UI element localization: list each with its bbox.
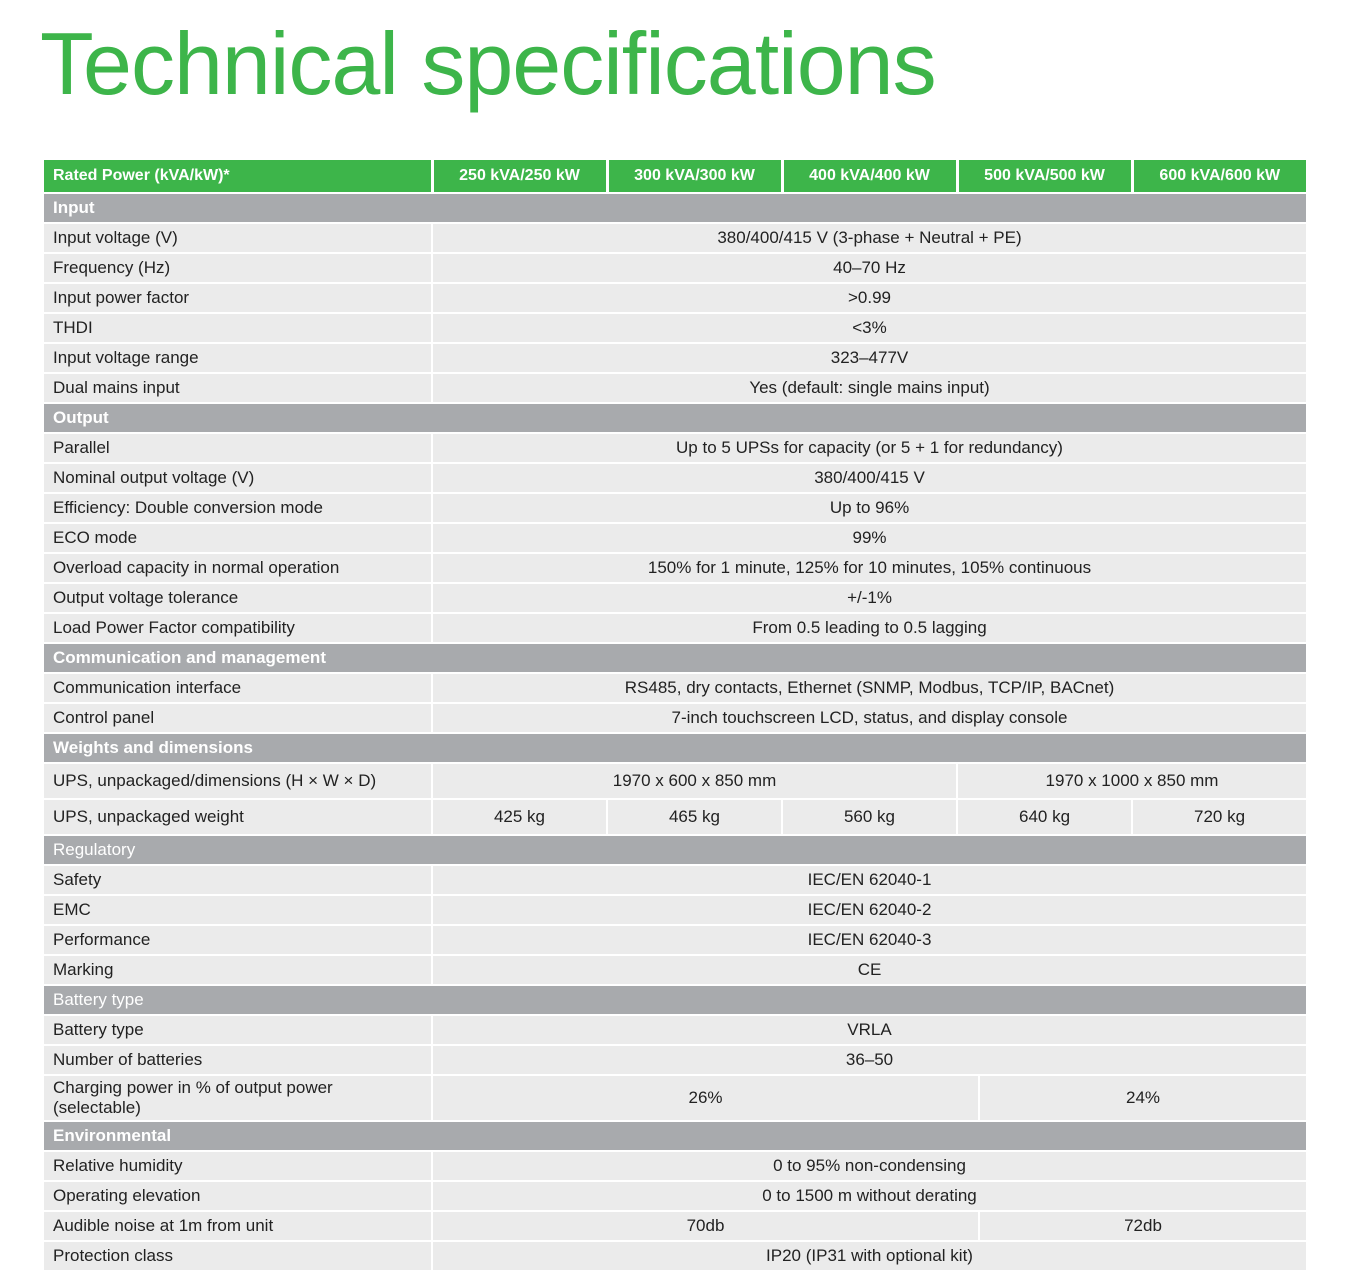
row-label: Input voltage (V) xyxy=(44,223,432,253)
weight-value-500: 640 kg xyxy=(957,799,1132,835)
row-value: 99% xyxy=(432,523,1306,553)
row-value: +/-1% xyxy=(432,583,1306,613)
row-value: 380/400/415 V (3-phase + Neutral + PE) xyxy=(432,223,1306,253)
row-value: From 0.5 leading to 0.5 lagging xyxy=(432,613,1306,643)
weight-value-400: 560 kg xyxy=(782,799,957,835)
section-title-output: Output xyxy=(44,403,1306,433)
table-row xyxy=(44,553,1306,583)
section-title-regulatory: Regulatory xyxy=(44,835,1306,865)
section-title-environmental: Environmental xyxy=(44,1121,1306,1151)
table-row xyxy=(44,313,1306,343)
row-label: UPS, unpackaged/dimensions (H × W × D) xyxy=(44,763,432,799)
row-label: Load Power Factor compatibility xyxy=(44,613,432,643)
table-row xyxy=(44,613,1306,643)
row-label: Battery type xyxy=(44,1015,432,1045)
weight-value-250: 425 kg xyxy=(432,799,607,835)
row-label: Input power factor xyxy=(44,283,432,313)
table-row xyxy=(44,583,1306,613)
table-row xyxy=(44,895,1306,925)
row-label: Audible noise at 1m from unit xyxy=(44,1211,432,1241)
table-row xyxy=(44,253,1306,283)
table-row xyxy=(44,703,1306,733)
row-value: >0.99 xyxy=(432,283,1306,313)
row-value: 380/400/415 V xyxy=(432,463,1306,493)
row-label: Control panel xyxy=(44,703,432,733)
section-row-weights xyxy=(44,733,1306,763)
table-row xyxy=(44,1045,1306,1075)
table-row xyxy=(44,763,1306,799)
row-label: Communication interface xyxy=(44,673,432,703)
row-label: Dual mains input xyxy=(44,373,432,403)
section-row-regulatory xyxy=(44,835,1306,865)
row-label: Safety xyxy=(44,865,432,895)
row-label: Input voltage range xyxy=(44,343,432,373)
row-label: Frequency (Hz) xyxy=(44,253,432,283)
noise-value-b: 72db xyxy=(979,1211,1306,1241)
row-value: 323–477V xyxy=(432,343,1306,373)
row-value: RS485, dry contacts, Ethernet (SNMP, Modbus, TCP/IP, BACnet) xyxy=(432,673,1306,703)
model-300-header: 300 kVA/300 kW xyxy=(607,160,782,193)
table-row xyxy=(44,463,1306,493)
table-row xyxy=(44,223,1306,253)
table-row xyxy=(44,373,1306,403)
row-value: CE xyxy=(432,955,1306,985)
row-label: Efficiency: Double conversion mode xyxy=(44,493,432,523)
row-label: Output voltage tolerance xyxy=(44,583,432,613)
charging-value-a: 26% xyxy=(432,1075,979,1121)
model-250-header: 250 kVA/250 kW xyxy=(432,160,607,193)
row-label: Charging power in % of output power (selectable) xyxy=(44,1075,432,1121)
row-value: 7-inch touchscreen LCD, status, and display console xyxy=(432,703,1306,733)
table-row xyxy=(44,343,1306,373)
row-value: IEC/EN 62040-2 xyxy=(432,895,1306,925)
row-label: Nominal output voltage (V) xyxy=(44,463,432,493)
rated-power-header: Rated Power (kVA/kW)* xyxy=(44,160,432,193)
row-value: 36–50 xyxy=(432,1045,1306,1075)
row-label: EMC xyxy=(44,895,432,925)
table-row xyxy=(44,283,1306,313)
row-value: Up to 5 UPSs for capacity (or 5 + 1 for redundancy) xyxy=(432,433,1306,463)
row-label: THDI xyxy=(44,313,432,343)
row-label: Parallel xyxy=(44,433,432,463)
row-label: Marking xyxy=(44,955,432,985)
table-row xyxy=(44,433,1306,463)
row-label: Protection class xyxy=(44,1241,432,1270)
row-label: UPS, unpackaged weight xyxy=(44,799,432,835)
weight-value-300: 465 kg xyxy=(607,799,782,835)
row-value: <3% xyxy=(432,313,1306,343)
section-row-input xyxy=(44,193,1306,223)
row-label: Relative humidity xyxy=(44,1151,432,1181)
table-row xyxy=(44,523,1306,553)
row-value: 40–70 Hz xyxy=(432,253,1306,283)
section-row-output xyxy=(44,403,1306,433)
table-row xyxy=(44,925,1306,955)
section-title-battery: Battery type xyxy=(44,985,1306,1015)
row-value: 150% for 1 minute, 125% for 10 minutes, 105% continuous xyxy=(432,553,1306,583)
noise-value-a: 70db xyxy=(432,1211,979,1241)
row-value: IEC/EN 62040-1 xyxy=(432,865,1306,895)
table-row xyxy=(44,1181,1306,1211)
row-value: IP20 (IP31 with optional kit) xyxy=(432,1241,1306,1270)
row-value: Up to 96% xyxy=(432,493,1306,523)
table-row xyxy=(44,1151,1306,1181)
row-label: Operating elevation xyxy=(44,1181,432,1211)
section-row-communication xyxy=(44,643,1306,673)
model-600-header: 600 kVA/600 kW xyxy=(1132,160,1306,193)
row-label: Number of batteries xyxy=(44,1045,432,1075)
table-row xyxy=(44,1211,1306,1241)
table-row xyxy=(44,1015,1306,1045)
spec-table xyxy=(44,160,1306,1270)
section-title-weights: Weights and dimensions xyxy=(44,733,1306,763)
table-row xyxy=(44,1241,1306,1270)
row-value: 0 to 95% non-condensing xyxy=(432,1151,1306,1181)
section-row-battery xyxy=(44,985,1306,1015)
row-label: Performance xyxy=(44,925,432,955)
row-value: VRLA xyxy=(432,1015,1306,1045)
table-row xyxy=(44,799,1306,835)
table-row xyxy=(44,1075,1306,1121)
dimensions-value-small: 1970 x 600 x 850 mm xyxy=(432,763,957,799)
row-label: ECO mode xyxy=(44,523,432,553)
row-value: 0 to 1500 m without derating xyxy=(432,1181,1306,1211)
section-title-input: Input xyxy=(44,193,1306,223)
table-row xyxy=(44,865,1306,895)
row-label: Overload capacity in normal operation xyxy=(44,553,432,583)
dimensions-value-large: 1970 x 1000 x 850 mm xyxy=(957,763,1306,799)
table-header-row xyxy=(44,160,1306,193)
section-row-environmental xyxy=(44,1121,1306,1151)
charging-value-b: 24% xyxy=(979,1075,1306,1121)
table-row xyxy=(44,493,1306,523)
model-400-header: 400 kVA/400 kW xyxy=(782,160,957,193)
weight-value-600: 720 kg xyxy=(1132,799,1306,835)
row-value: Yes (default: single mains input) xyxy=(432,373,1306,403)
model-500-header: 500 kVA/500 kW xyxy=(957,160,1132,193)
row-value: IEC/EN 62040-3 xyxy=(432,925,1306,955)
table-row xyxy=(44,673,1306,703)
page-title: Technical specifications xyxy=(40,14,936,113)
section-title-communication: Communication and management xyxy=(44,643,1306,673)
table-row xyxy=(44,955,1306,985)
